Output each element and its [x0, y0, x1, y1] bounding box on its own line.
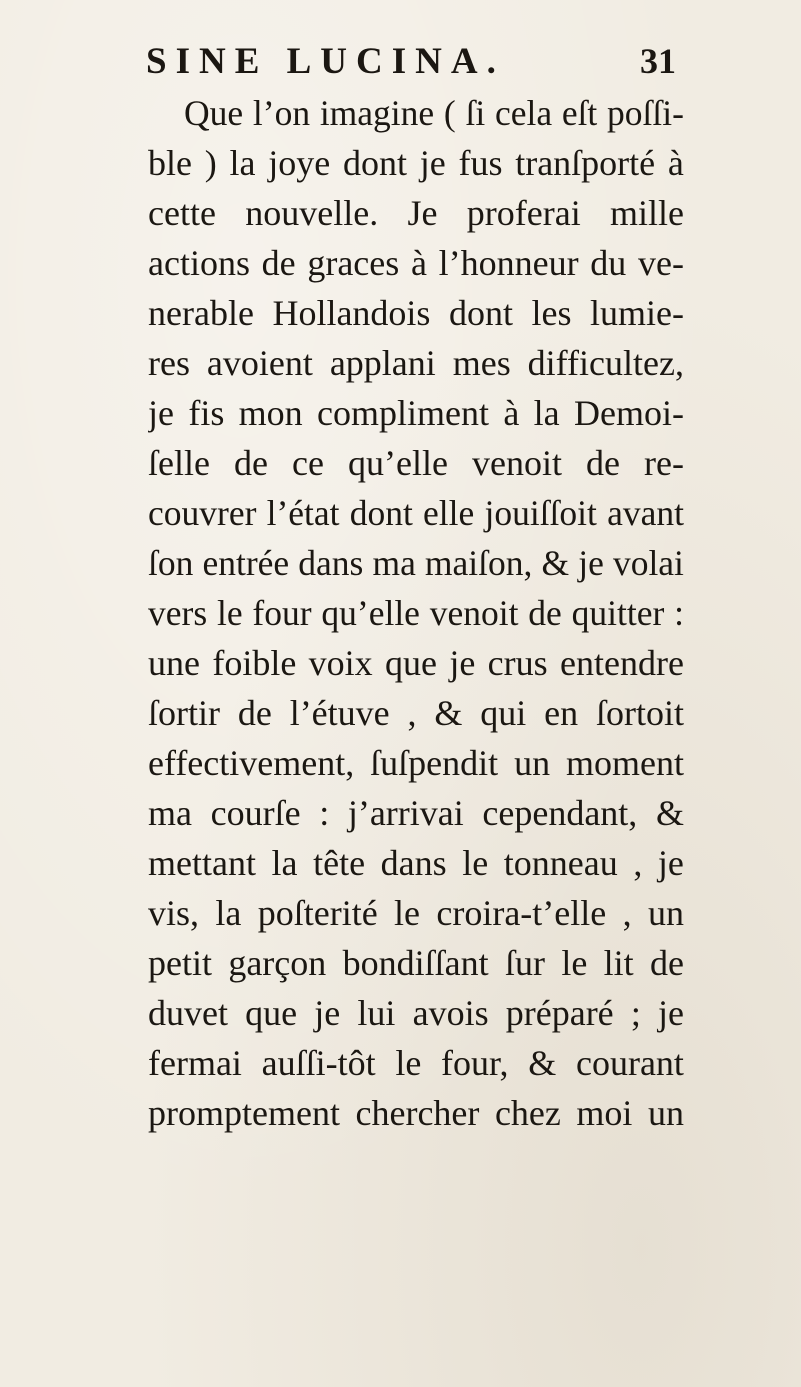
text-line: res avoient applani mes difficultez, — [148, 343, 684, 383]
text-line: duvet que je lui avois préparé ; je — [148, 993, 684, 1033]
text-line: vis, la poſterité le croira-t’elle , un — [148, 893, 684, 933]
text-line: une foible voix que je crus entendre — [148, 643, 684, 683]
text-line: actions de graces à l’honneur du ve- — [148, 243, 684, 283]
running-title: SINE LUCINA. — [146, 41, 505, 82]
text-line: ſortir de l’étuve , & qui en ſortoit — [148, 693, 684, 733]
text-line: couvrer l’état dont elle jouiſſoit avant — [148, 493, 684, 533]
text-line: ſon entrée dans ma maiſon, & je volai — [148, 543, 684, 583]
text-line: vers le four qu’elle venoit de quitter : — [148, 593, 684, 633]
text-line: promptement chercher chez moi un — [148, 1093, 684, 1133]
text-line: nerable Hollandois dont les lumie- — [148, 293, 684, 333]
running-head — [146, 40, 676, 84]
text-line: ſelle de ce qu’elle venoit de re- — [148, 443, 684, 483]
text-line: petit garçon bondiſſant ſur le lit de — [148, 943, 684, 983]
text-line: Que l’on imagine ( ſi cela eſt poſſi- — [184, 93, 684, 133]
text-line: mettant la tête dans le tonneau , je — [148, 843, 684, 883]
page-number: 31 — [640, 41, 676, 81]
text-line: ma courſe : j’arrivai cependant, & — [148, 793, 684, 833]
text-line: je fis mon compliment à la Demoi- — [148, 393, 684, 433]
text-line: fermai auſſi-tôt le four, & courant — [148, 1043, 684, 1083]
text-line: ble ) la joye dont je fus tranſporté à — [148, 143, 684, 183]
text-line: effectivement, ſuſpendit un moment — [148, 743, 684, 783]
text-line: cette nouvelle. Je proferai mille — [148, 193, 684, 233]
